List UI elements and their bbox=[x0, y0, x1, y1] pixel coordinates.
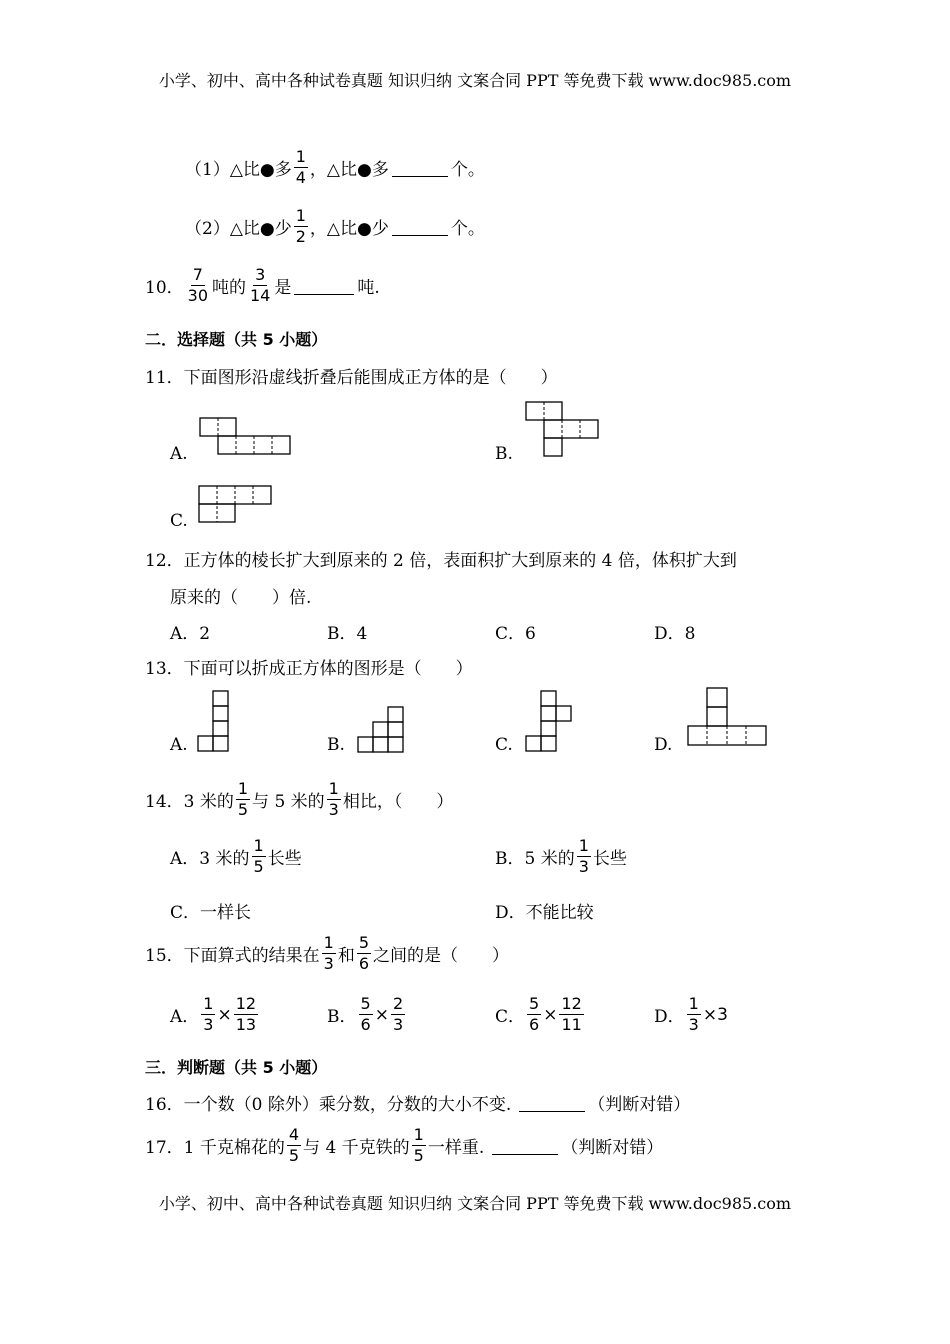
q13-option-c-label[interactable]: C. bbox=[495, 735, 513, 755]
q14-text: 与 5 米的 bbox=[252, 792, 325, 812]
question-12-line1: 12．正方体的棱长扩大到原来的 2 倍，表面积扩大到原来的 4 倍，体积扩大到 bbox=[145, 551, 737, 571]
section-title-choice: 二．选择题（共 5 小题） bbox=[145, 330, 328, 349]
answer-blank[interactable] bbox=[392, 158, 448, 177]
q16-tail: （判断对错） bbox=[588, 1095, 691, 1115]
fraction: $\frac{1}{3}$ bbox=[203, 994, 214, 1034]
fraction: $\frac{5}{6}$ bbox=[360, 994, 371, 1034]
q14-option-b[interactable] bbox=[495, 837, 627, 876]
page-header: 小学、初中、高中各种试卷真题 知识归纳 文案合同 PPT 等免费下载 www.doc985.com bbox=[158, 71, 792, 90]
fraction: $\frac{5}{6}$ bbox=[529, 994, 540, 1034]
q10-text: 是 bbox=[274, 278, 292, 298]
q9-part1-text: （1）△比●多 bbox=[185, 160, 292, 180]
q13-net-c bbox=[524, 689, 576, 753]
q15-option-c[interactable] bbox=[495, 995, 586, 1034]
q15-text: 15．下面算式的结果在 bbox=[145, 946, 320, 966]
operator: ×3 bbox=[702, 1004, 728, 1025]
question-number: 10． bbox=[145, 278, 184, 298]
option-label: A． bbox=[170, 1007, 200, 1027]
q11-option-b-label[interactable]: B. bbox=[495, 444, 513, 464]
question-12-line2: 原来的（ ）倍. bbox=[170, 588, 312, 608]
q12-option-c[interactable]: C．6 bbox=[495, 624, 536, 644]
q11-net-b bbox=[524, 400, 602, 458]
option-label: D． bbox=[654, 1007, 685, 1027]
q14-text: 14．3 米的 bbox=[145, 792, 234, 812]
answer-blank[interactable] bbox=[392, 217, 448, 236]
page-footer: 小学、初中、高中各种试卷真题 知识归纳 文案合同 PPT 等免费下载 www.doc985.com bbox=[158, 1194, 792, 1213]
question-15 bbox=[145, 934, 509, 973]
q9-part2-mid: ，△比●少 bbox=[309, 219, 389, 239]
fraction: $\frac{1}{5}$ bbox=[253, 836, 264, 876]
fraction: $\frac{2}{3}$ bbox=[392, 994, 404, 1034]
q14-option-a[interactable] bbox=[170, 837, 302, 876]
q15-option-d[interactable] bbox=[654, 995, 728, 1034]
q13-option-a-label[interactable]: A. bbox=[170, 735, 188, 755]
operator: × bbox=[543, 1004, 558, 1025]
q14-option-c[interactable]: C．一样长 bbox=[170, 903, 252, 923]
question-13: 13．下面可以折成正方体的图形是（ ） bbox=[145, 659, 473, 679]
option-text: 长些 bbox=[267, 849, 302, 869]
q17-tail: （判断对错） bbox=[561, 1138, 664, 1158]
q17-text: 与 4 千克铁的 bbox=[303, 1138, 410, 1158]
option-text: B．5 米的 bbox=[495, 849, 575, 869]
fraction: $\frac{1}{3}$ bbox=[688, 994, 699, 1034]
q12-option-a[interactable]: A．2 bbox=[170, 624, 211, 644]
option-label: C． bbox=[495, 1007, 526, 1027]
option-label: B． bbox=[327, 1007, 357, 1027]
fraction: $\frac{1}{5}$ bbox=[413, 1125, 424, 1165]
answer-blank[interactable] bbox=[294, 276, 354, 295]
q15-text: 和 bbox=[337, 946, 355, 966]
q9-part1 bbox=[185, 148, 485, 187]
q13-net-d bbox=[686, 686, 770, 748]
q11-net-a bbox=[198, 416, 294, 458]
q13-net-a bbox=[197, 689, 233, 753]
operator: × bbox=[217, 1004, 232, 1025]
fraction: $\frac{3}{14}$ bbox=[250, 265, 271, 305]
fraction: $\frac{7}{30}$ bbox=[187, 265, 208, 305]
q9-part1-post: 个。 bbox=[450, 160, 485, 180]
fraction: $\frac{1}{2}$ bbox=[295, 206, 306, 246]
q14-option-d[interactable]: D．不能比较 bbox=[495, 903, 594, 923]
q11-net-c bbox=[197, 484, 275, 524]
q9-part2-post: 个。 bbox=[450, 219, 485, 239]
question-11: 11．下面图形沿虚线折叠后能围成正方体的是（ ） bbox=[145, 368, 558, 388]
q12-option-b[interactable]: B．4 bbox=[327, 624, 368, 644]
q13-option-b-label[interactable]: B. bbox=[327, 735, 345, 755]
q9-part2-text: （2）△比●少 bbox=[185, 219, 292, 239]
fraction: $\frac{12}{11}$ bbox=[561, 994, 582, 1034]
q16-text: 16．一个数（0 除外）乘分数，分数的大小不变. bbox=[145, 1095, 512, 1115]
q11-option-c-label[interactable]: C. bbox=[170, 511, 188, 531]
q15-option-a[interactable] bbox=[170, 995, 260, 1034]
question-14 bbox=[145, 780, 453, 819]
q9-part1-mid: ，△比●多 bbox=[309, 160, 389, 180]
fraction: $\frac{1}{5}$ bbox=[237, 779, 249, 819]
option-text: A．3 米的 bbox=[170, 849, 250, 869]
q13-net-b bbox=[355, 705, 407, 753]
fraction: $\frac{1}{3}$ bbox=[578, 836, 589, 876]
q10-text: 吨. bbox=[357, 278, 380, 298]
fraction: $\frac{1}{3}$ bbox=[323, 933, 334, 973]
question-10 bbox=[145, 266, 380, 305]
operator: × bbox=[374, 1004, 389, 1025]
q10-text: 吨的 bbox=[212, 278, 246, 298]
q9-part2 bbox=[185, 207, 485, 246]
question-16 bbox=[145, 1090, 690, 1115]
answer-blank[interactable] bbox=[519, 1093, 585, 1112]
fraction: $\frac{1}{3}$ bbox=[328, 779, 339, 819]
fraction: $\frac{1}{4}$ bbox=[295, 147, 306, 187]
q12-option-d[interactable]: D．8 bbox=[654, 624, 696, 644]
option-text: 长些 bbox=[592, 849, 627, 869]
fraction: $\frac{12}{13}$ bbox=[235, 994, 257, 1034]
q13-option-d-label[interactable]: D. bbox=[654, 735, 673, 755]
answer-blank[interactable] bbox=[492, 1136, 558, 1155]
q15-option-b[interactable] bbox=[327, 995, 407, 1034]
fraction: $\frac{5}{6}$ bbox=[358, 933, 370, 973]
q15-text: 之间的是（ ） bbox=[373, 946, 510, 966]
q17-text: 一样重. bbox=[427, 1138, 485, 1158]
q17-text: 17．1 千克棉花的 bbox=[145, 1138, 285, 1158]
q14-text: 相比，（ ） bbox=[342, 792, 454, 812]
fraction: $\frac{4}{5}$ bbox=[288, 1125, 300, 1165]
q11-option-a-label[interactable]: A. bbox=[170, 444, 188, 464]
section-title-judgement: 三．判断题（共 5 小题） bbox=[145, 1058, 328, 1077]
question-17 bbox=[145, 1126, 663, 1165]
